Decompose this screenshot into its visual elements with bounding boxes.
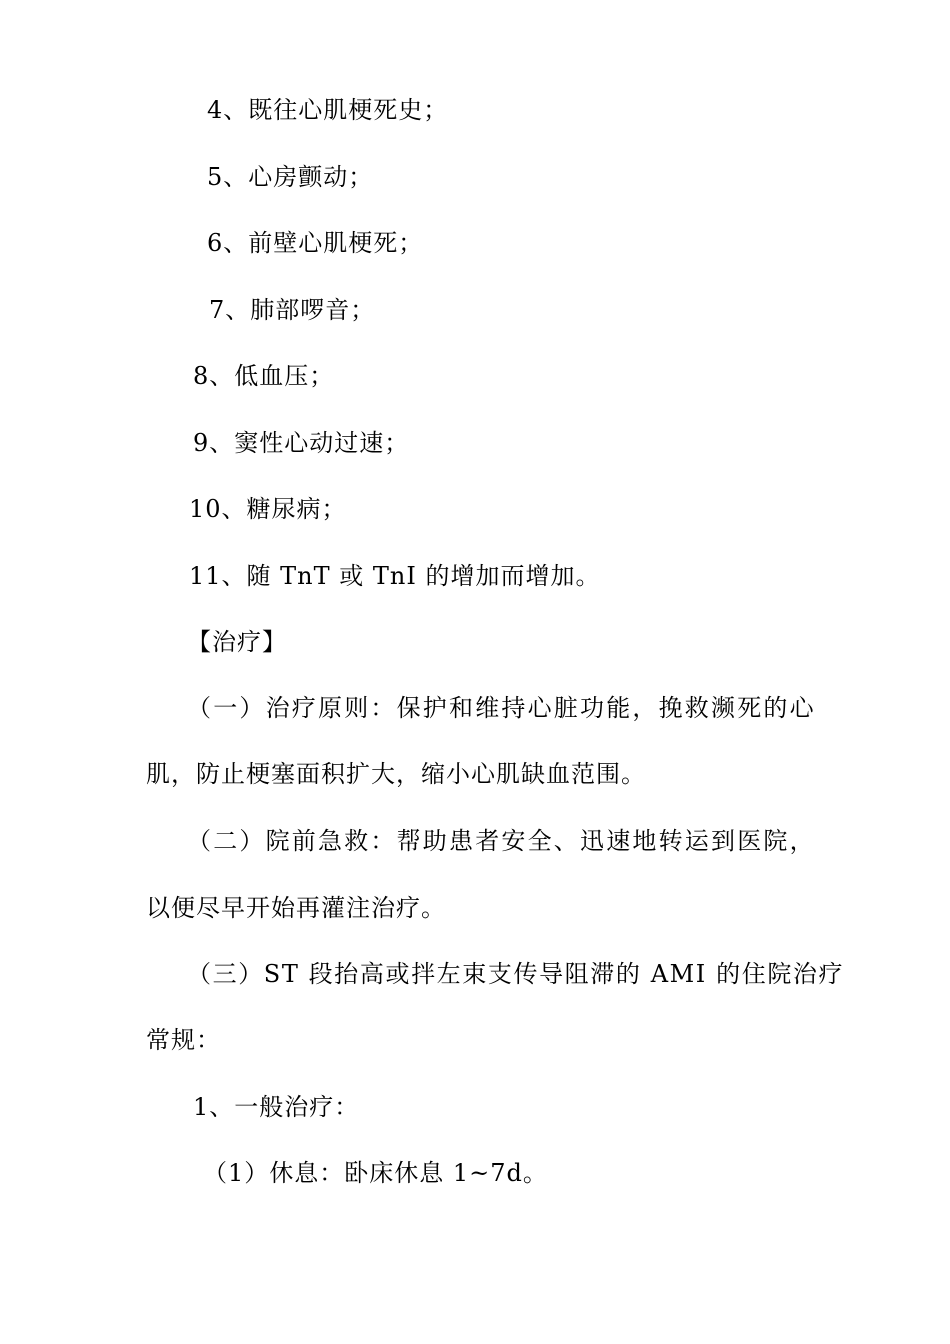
list-item-11: 11、随 TnT 或 TnI 的增加而增加。 [189, 562, 601, 590]
list-item-10: 10、糖尿病； [189, 495, 347, 523]
list-item-8: 8、低血压； [193, 362, 335, 390]
paragraph-line: 以便尽早开始再灌注治疗。 [146, 894, 446, 922]
list-item-7: 7、肺部啰音； [209, 296, 376, 324]
paragraph-line: （1）休息：卧床休息 1~7d。 [203, 1159, 548, 1187]
paragraph-line: （三）ST 段抬高或拌左束支传导阻滞的 AMI 的住院治疗 [187, 960, 845, 988]
paragraph-line: （一）治疗原则：保护和维持心脏功能，挽救濒死的心 [187, 694, 816, 722]
list-item-4: 4、既往心肌梗死史； [207, 96, 449, 124]
paragraph-line: 肌，防止梗塞面积扩大，缩小心肌缺血范围。 [146, 760, 646, 788]
list-item-6: 6、前壁心肌梗死； [207, 229, 424, 257]
paragraph-line: 常规： [146, 1026, 221, 1054]
list-item-9: 9、窦性心动过速； [193, 429, 410, 457]
paragraph-line: （二）院前急救：帮助患者安全、迅速地转运到医院， [187, 827, 816, 855]
subheading-general-treatment: 1、一般治疗： [193, 1093, 360, 1121]
section-heading-treatment: 【治疗】 [187, 628, 287, 656]
list-item-5: 5、心房颤动； [207, 163, 374, 191]
